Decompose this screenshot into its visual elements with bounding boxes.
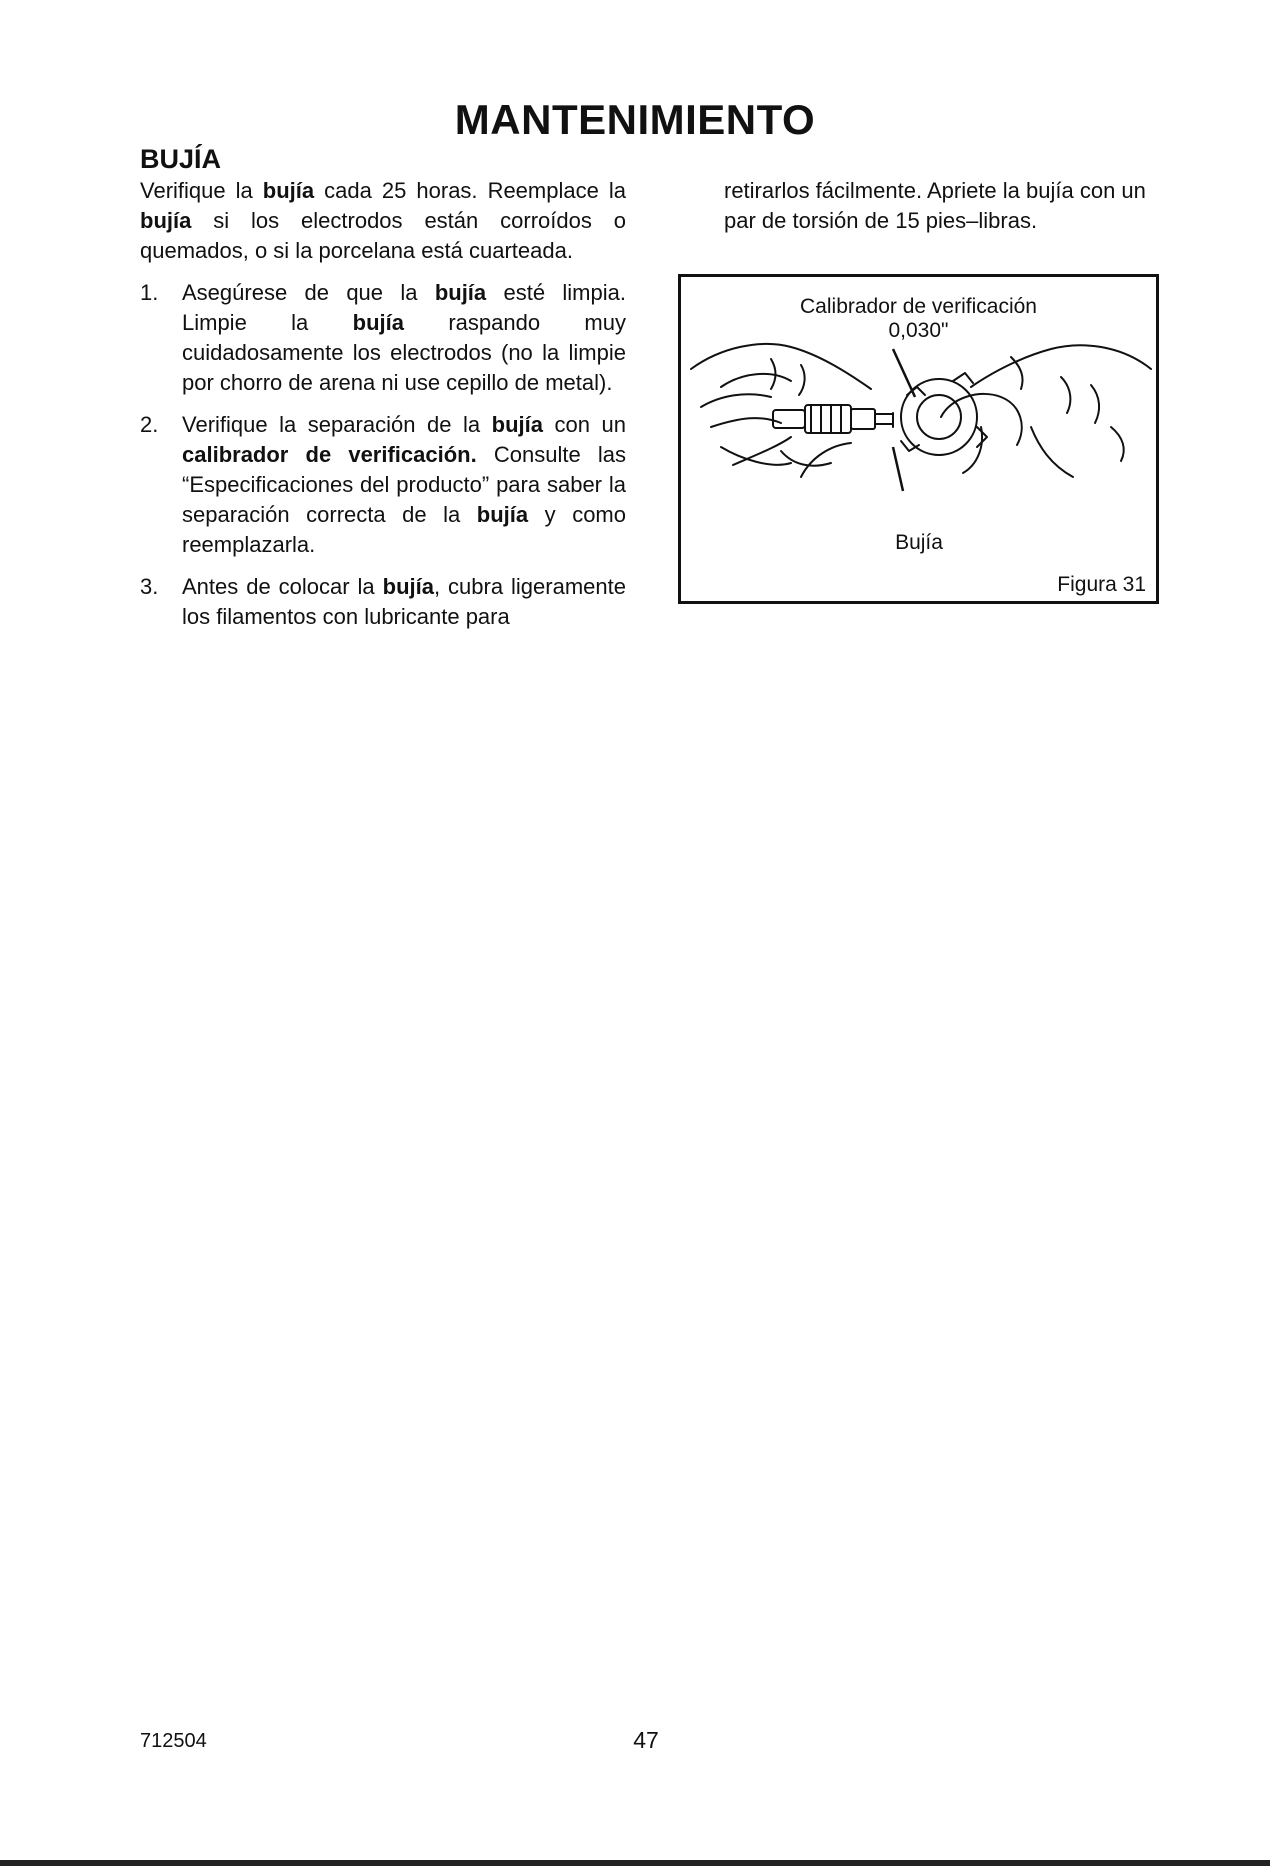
step-number: 3. (140, 574, 159, 599)
bold-term: bujía (476, 502, 529, 527)
gauge-callout-label (681, 295, 1156, 343)
step-item (140, 572, 626, 632)
bold-term: bujía (382, 574, 434, 599)
text-run: , cubra ligeramente los filamentos con lubricante para (182, 574, 626, 629)
step-item (140, 278, 626, 398)
section-heading: BUJÍA (140, 144, 222, 174)
right-column (724, 176, 1166, 236)
left-column (140, 176, 626, 644)
bold-term: bujía (491, 412, 543, 437)
bold-term: bujía (434, 280, 487, 305)
text-run: esté limpia. Limpie la (182, 280, 626, 335)
text-run: Consulte las “Especificaciones del producto” para saber la separación correcta de la (182, 442, 626, 527)
text-run: cada 25 horas. Reemplace la (314, 178, 626, 203)
bold-term: bujía (262, 178, 315, 203)
gauge-gap-value: 0,030" (888, 319, 949, 342)
text-run: raspando muy cuidadosamente los electrodos (no la limpie por chorro de arena ni use cepillo de metal). (182, 310, 626, 395)
step-item (140, 410, 626, 560)
text-run: Verifique la (140, 178, 263, 203)
step-number: 1. (140, 280, 159, 305)
steps-list (140, 278, 626, 632)
text-run: Verifique la separación de la (182, 412, 492, 437)
spark-plug-callout-label: Bujía (895, 531, 943, 554)
step-text (182, 574, 626, 629)
page-title: MANTENIMIENTO (454, 96, 816, 143)
page-number: 47 (633, 1727, 659, 1753)
step-text (182, 280, 626, 395)
intro-paragraph (140, 176, 626, 266)
text-run: Asegúrese de que la (182, 280, 435, 305)
bold-term: bujía (352, 310, 404, 335)
gauge-label-text: Calibrador de verificación (800, 295, 1037, 318)
bottom-rule (0, 1860, 1270, 1866)
bold-term: calibrador de verificación. (182, 442, 477, 467)
continuation-paragraph: retirarlos fácilmente. Apriete la bujía con un par de torsión de 15 pies–libras. (724, 178, 1146, 233)
step-text (182, 412, 626, 557)
figure-caption: Figura 31 (1057, 573, 1146, 596)
bold-term: bujía (140, 208, 192, 233)
figure-31 (678, 274, 1159, 604)
text-run: y como reemplazarla. (182, 502, 626, 557)
text-run: con un (542, 412, 626, 437)
step-number: 2. (140, 412, 159, 437)
text-run: Antes de colocar la (182, 574, 383, 599)
text-run: si los electrodos están corroídos o quemados, o si la porcelana está cuarteada. (140, 208, 626, 263)
document-code: 712504 (140, 1730, 207, 1752)
